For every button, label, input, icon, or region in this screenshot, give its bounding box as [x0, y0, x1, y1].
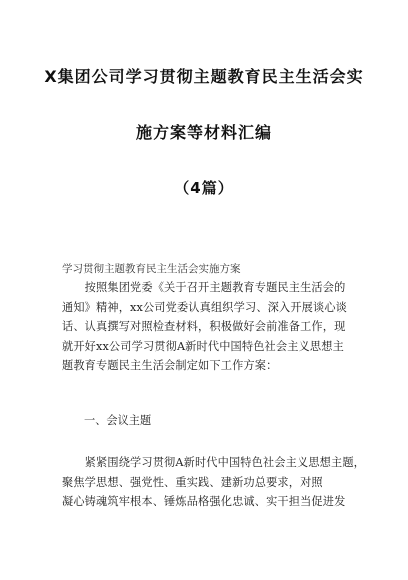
paragraph-line: 按照集团党委《关于召开主题教育专题民主生活会的	[62, 281, 346, 294]
paragraph-line: 紧紧围绕学习贯彻A新时代中国特色社会主义思想主题，	[62, 456, 366, 469]
paragraph-line: 话、认真撰写对照检查材料，积极做好会前准备工作，现	[62, 320, 346, 333]
paragraph-intro	[62, 278, 352, 376]
paragraph-theme	[62, 453, 366, 512]
section-heading-meeting-theme: 一、会议主题	[84, 414, 152, 427]
section-document-title: 学习贯彻主题教育民主生活会实施方案	[62, 263, 241, 275]
paragraph-line: 凝心铸魂筑牢根本、锤炼品格强化忠诚、实干担当促进发	[62, 495, 346, 508]
paragraph-line: 通知》精神，xx公司党委认真组织学习、深入开展谈心谈	[62, 300, 348, 314]
document-count: （4篇）	[174, 179, 234, 197]
paragraph-line: 聚焦学思想、强党性、重实践、建新功总要求，对照	[62, 475, 323, 489]
paragraph-line: 题教育专题民主生活会制定如下工作方案：	[62, 359, 278, 372]
document-title-line-1: X集团公司学习贯彻主题教育民主生活会实	[44, 67, 364, 86]
document-title-line-2: 施方案等材料汇编	[135, 123, 272, 142]
paragraph-line: 就开好xx公司学习贯彻A新时代中国特色社会主义思想主	[62, 339, 344, 353]
